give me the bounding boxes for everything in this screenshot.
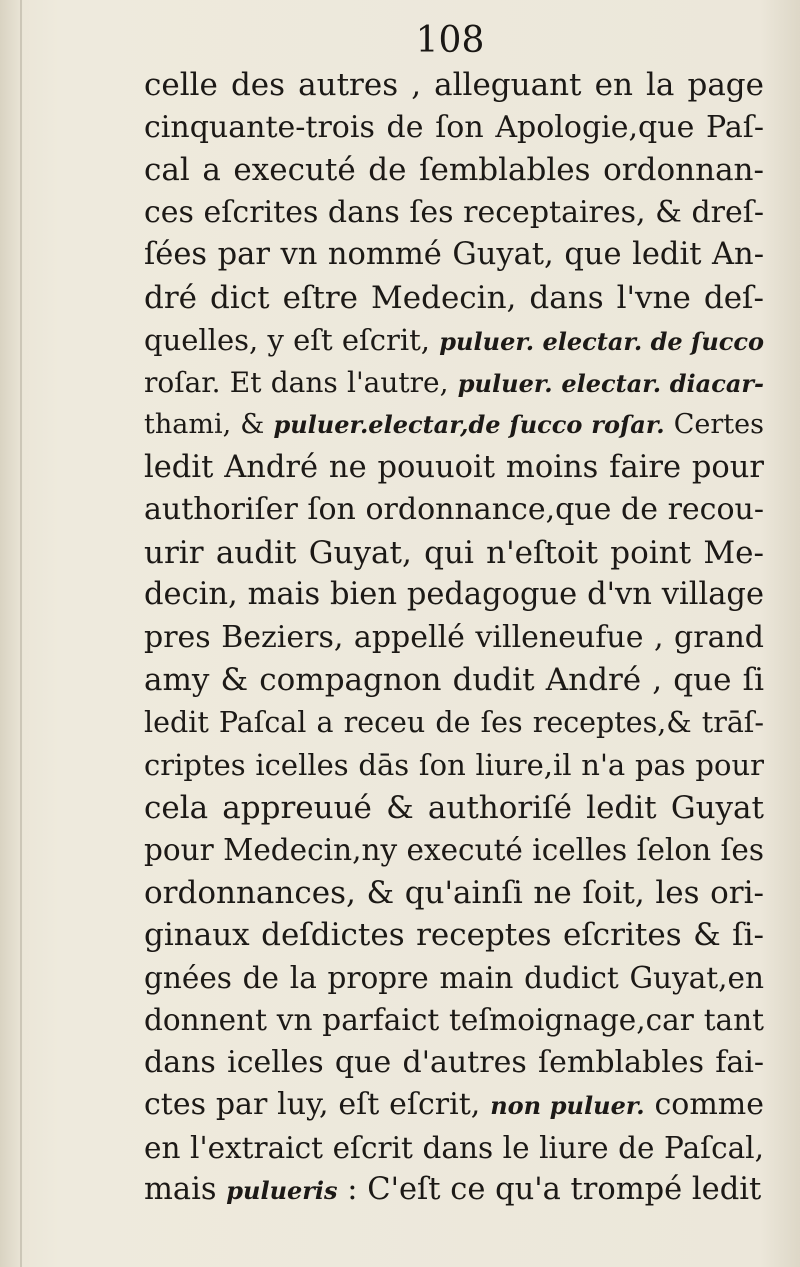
text-segment: mais <box>144 1172 217 1207</box>
text-line <box>144 319 764 362</box>
text-line: criptes icelles dās ſon liure,il n'a pas pour <box>144 748 764 782</box>
text-segment: Certes <box>673 409 764 440</box>
text-line: cal a executé de ſemblables ordonnan- <box>144 152 764 188</box>
text-line: decin, mais bien pedagogue d'vn village <box>144 577 764 612</box>
text-line: donnent vn parfaict teſmoignage,car tant <box>144 1003 764 1037</box>
text-line: celle des autres , alleguant en la page <box>144 67 764 103</box>
text-line <box>144 1169 764 1212</box>
text-segment: : C'eſt ce qu'a trompé ledit <box>347 1172 762 1207</box>
text-line: dré dict eſtre Medecin, dans l'vne deſ- <box>144 279 764 316</box>
latin-prescription: puluer.electar,de ſucco roſar. <box>273 410 665 439</box>
page-number: 108 <box>415 20 485 61</box>
gutter-shadow <box>20 0 22 1267</box>
text-line: urir audit Guyat, qui n'eſtoit point Me- <box>144 534 764 571</box>
text-line: ledit Paſcal a receu de ſes receptes,& trāſ- <box>144 705 764 739</box>
latin-prescription: pulueris <box>226 1176 338 1205</box>
text-line: pour Medecin,ny executé icelles ſelon ſes <box>144 833 764 867</box>
text-line <box>144 404 764 447</box>
text-line: ces eſcrites dans ſes receptaires, & dreſ- <box>144 194 764 230</box>
text-line: amy & compagnon dudit André , que ſi <box>144 662 764 698</box>
text-line: en l'extraict eſcrit dans le liure de Paſcal, <box>144 1130 764 1165</box>
text-segment: thami, & <box>144 409 265 440</box>
text-line: dans icelles que d'autres ſemblables fai- <box>144 1044 764 1080</box>
text-line: pres Beziers, appellé villeneufue , grand <box>144 619 764 655</box>
latin-prescription: puluer. electar. de ſucco <box>439 327 765 356</box>
latin-prescription: non puluer. <box>490 1091 645 1120</box>
text-segment: comme <box>654 1087 765 1122</box>
text-line <box>144 1084 764 1127</box>
latin-prescription: puluer. electar. diacar- <box>457 368 764 398</box>
body-text <box>144 64 764 1212</box>
text-line: ginaux deſdictes receptes eſcrites & ſi- <box>144 917 764 953</box>
text-line: cela appreuué & authoriſé ledit Guyat <box>144 789 764 826</box>
text-line: ſées par vn nommé Guyat, que ledit An- <box>144 237 764 272</box>
text-line: ordonnances, & qu'ainſi ne ſoit, les ori- <box>144 874 764 911</box>
text-line: authoriſer ſon ordonnance,que de recou- <box>144 492 764 527</box>
text-line <box>144 362 764 405</box>
text-segment: roſar. Et dans l'autre, <box>144 365 449 399</box>
text-line: cinquante-trois de ſon Apologie,que Paſ- <box>144 109 764 145</box>
text-segment: ctes par luy, eſt eſcrit, <box>144 1087 481 1122</box>
text-segment: quelles, y eſt eſcrit, <box>144 323 431 357</box>
text-line: ledit André ne pouuoit moins faire pour <box>144 449 764 485</box>
text-line: gnées de la propre main dudict Guyat,en <box>144 960 764 995</box>
